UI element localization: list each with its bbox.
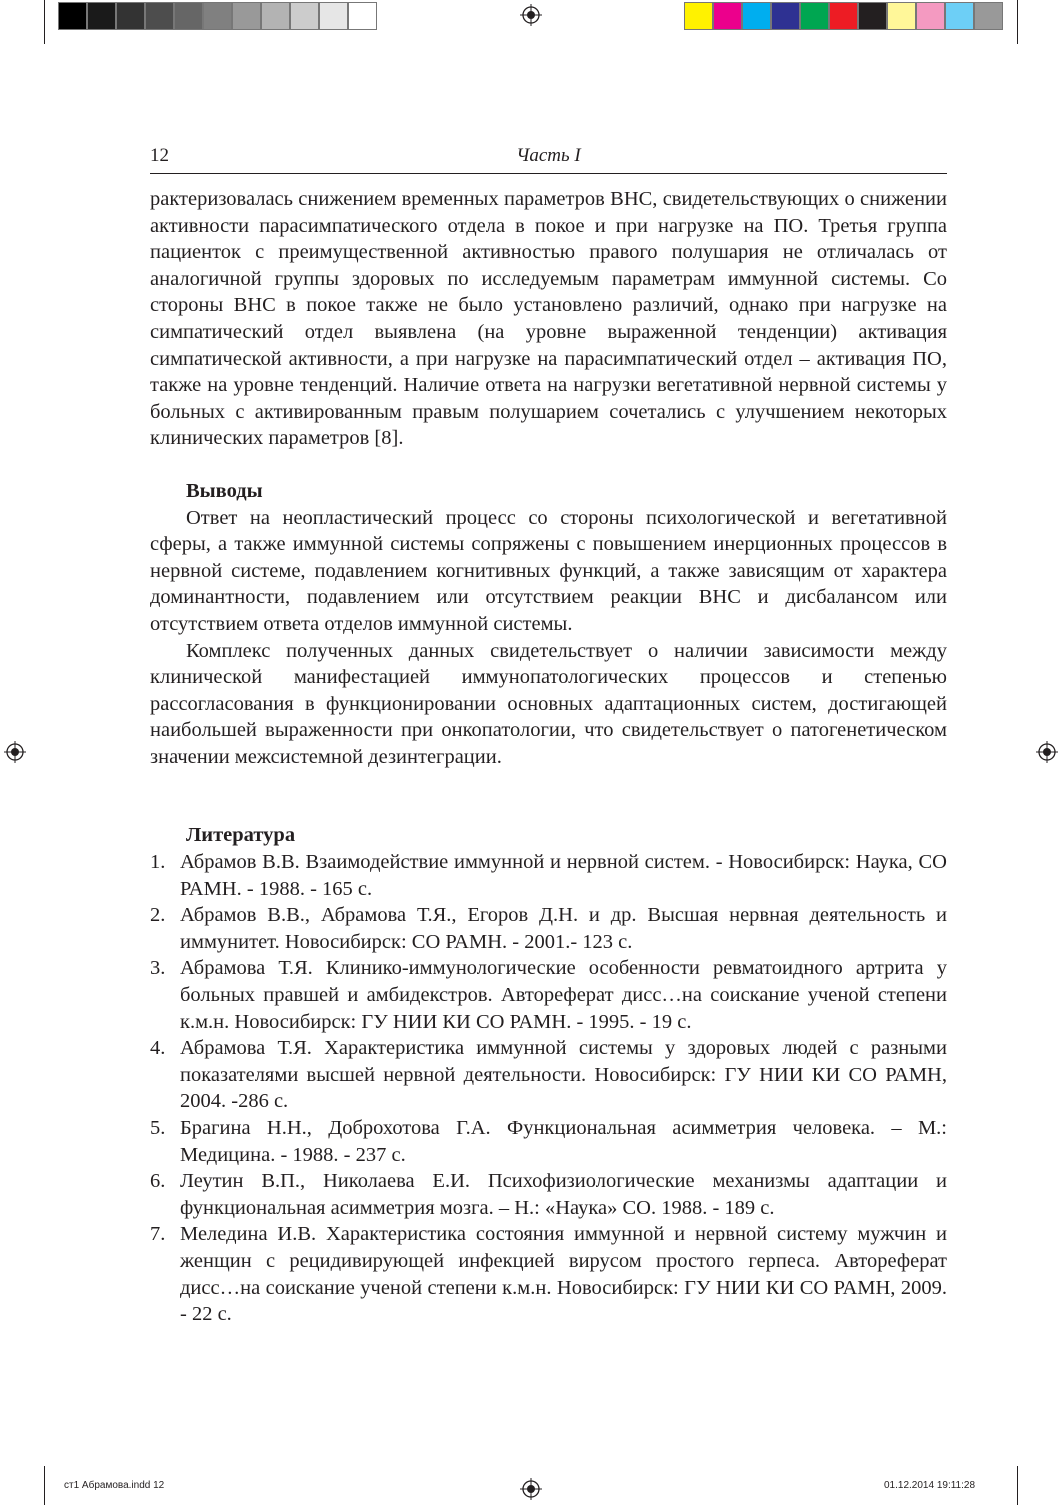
conclusions-paragraph: Комплекс полученных данных свидетельствует о наличии зависимости между клинической манифестацией иммунопатологических процессов и степенью рассогласования в функционировании основных адаптационных систем, достигающей наибольшей выраженности при онкопатологии, что свидетельствует о патогенетическом значении межсистемной дезинтеграции.	[150, 639, 947, 768]
color-swatch-3	[742, 2, 771, 30]
color-swatch-10	[945, 2, 974, 30]
color-swatch-bar	[684, 0, 1003, 32]
color-swatch-11	[974, 2, 1003, 30]
reference-item: 3. Абрамова Т.Я. Клинико-иммунологические особенности ревматоидного артрита у больных правшей и амбидекстров. Автореферат дисс…на соискание ученой степени к.м.н. Новосибирск: ГУ НИИ КИ СО РАМН. - 1995. - 19 с.	[150, 957, 947, 1033]
color-swatch-5	[800, 2, 829, 30]
gray-swatch-2	[87, 2, 116, 30]
color-swatch-2	[713, 2, 742, 30]
gray-swatch-5	[174, 2, 203, 30]
gray-swatch-3	[116, 2, 145, 30]
page-content	[150, 186, 947, 1328]
gray-swatch-11	[348, 2, 377, 30]
running-header	[150, 143, 947, 174]
crop-mark-bottom-right	[1017, 1466, 1018, 1505]
reference-item: 2. Абрамов В.В., Абрамова Т.Я., Егоров Д.Н. и др. Высшая нервная деятельность и иммунитет. Новосибирск: СО РАМН. - 2001.- 123 с.	[150, 904, 947, 953]
reference-item: 1. Абрамов В.В. Взаимодействие иммунной и нервной систем. - Новосибирск: Наука, СО РАМН. - 1988. - 165 с.	[150, 851, 947, 900]
reference-item: 6. Леутин В.П., Николаева Е.И. Психофизиологические механизмы адаптации и функциональная асимметрия мозга. – Н.: «Наука» СО. 1988. - 189 с.	[150, 1170, 947, 1219]
gray-swatch-8	[261, 2, 290, 30]
gray-swatch-1	[58, 2, 87, 30]
reference-list	[150, 849, 947, 1328]
color-swatch-6	[829, 2, 858, 30]
color-swatch-8	[887, 2, 916, 30]
slug-file-info: ст1 Абрамова.indd 12	[64, 1480, 165, 1491]
color-swatch-9	[916, 2, 945, 30]
crop-mark-top-left	[44, 0, 45, 44]
reference-item: 7. Меледина И.В. Характеристика состояния иммунной и нервной систему мужчин и женщин с рецидивирующей инфекцией вирусом простого герпеса. Автореферат дисс…на соискание ученой степени к.м.н. Новосибирск: ГУ НИИ КИ СО РАМН, 2009. - 22 с.	[150, 1223, 947, 1326]
running-head-title: Часть I	[516, 145, 581, 166]
color-swatch-4	[771, 2, 800, 30]
registration-mark-right-icon	[1036, 741, 1058, 763]
gray-swatch-4	[145, 2, 174, 30]
reference-item: 5. Брагина Н.Н., Доброхотова Г.А. Функциональная асимметрия человека. – М.: Медицина. - 1988. - 237 с.	[150, 1117, 947, 1166]
registration-mark-left-icon	[4, 741, 26, 763]
gray-swatch-9	[290, 2, 319, 30]
slug-timestamp: 01.12.2014 19:11:28	[884, 1480, 976, 1491]
gray-swatch-10	[319, 2, 348, 30]
conclusions-paragraph: Ответ на неопластический процесс со стороны психологической и вегетативной сферы, а также иммунной системы сопряжены с повышением инерционных процессов в нервной системе, подавлением когнитивных функций, а также зависящим от характера доминантности, подавлением или отсутствием реакции ВНС и дисбалансом или отсутствием ответа отделов иммунной системы.	[150, 506, 947, 635]
reference-item: 4. Абрамова Т.Я. Характеристика иммунной системы у здоровых людей с разными показателями высшей нервной деятельности. Новосибирск: ГУ НИИ КИ СО РАМН, 2004. -286 с.	[150, 1037, 947, 1113]
body-paragraph: рактеризовалась снижением временных параметров ВНС, свидетельствующих о снижении активности парасимпатического отдела в покое и при нагрузке на ПО. Третья группа пациенток с преимущественной активностью правого полушария не отличалась от аналогичной группы здоровых по исследуемым параметрам иммунной системы. Со стороны ВНС в покое также не было установлено различий, однако при нагрузке на симпатический отдел выявлена (на уровне выраженной тенденции) активация симпатической активности, а при нагрузке на парасимпатический отдел – активация ПО, также на уровне тенденций. Наличие ответа на нагрузки вегетативной нервной системы у больных с активированным правым полушарием сочетались с улучшением некоторых клинических параметров [8].	[150, 188, 947, 450]
registration-mark-top-icon	[520, 4, 542, 26]
crop-mark-top-right	[1017, 0, 1018, 44]
color-swatch-7	[858, 2, 887, 30]
gray-swatch-6	[203, 2, 232, 30]
color-swatch-1	[684, 2, 713, 30]
crop-mark-bottom-left	[44, 1466, 45, 1505]
registration-mark-bottom-icon	[520, 1478, 542, 1500]
gray-swatch-bar	[58, 0, 377, 32]
literature-heading: Литература	[186, 824, 296, 847]
gray-swatch-7	[232, 2, 261, 30]
conclusions-heading: Выводы	[186, 479, 263, 502]
page-number: 12	[150, 145, 169, 166]
